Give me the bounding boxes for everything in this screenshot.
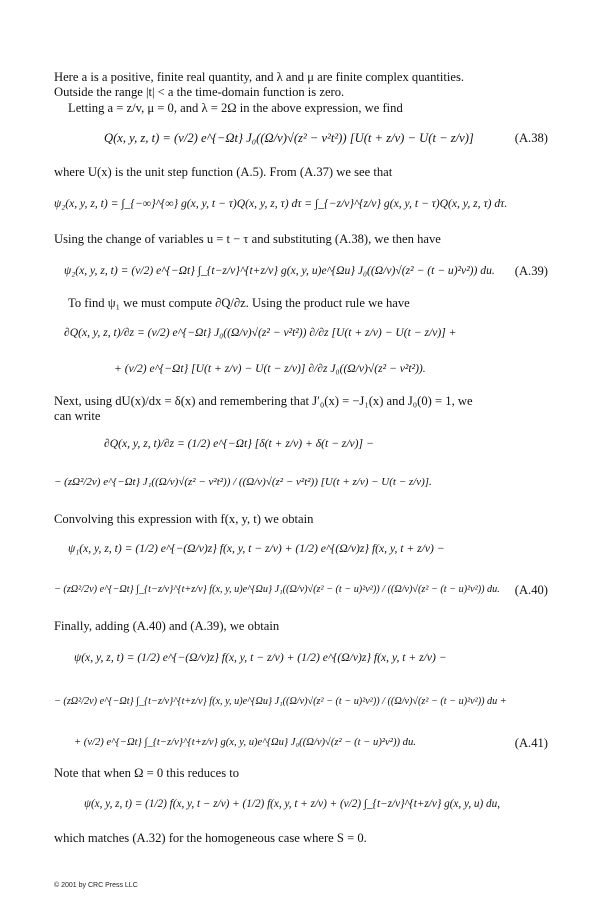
equation-a41-line-3: + (v/2) e^{−Ωt} ∫_{t−z/v}^{t+z/v} g(x, y, u)e^{Ωu} J₀((Ω/v)√(z² − (t − u)²v²)) du. xyxy=(74,737,416,748)
paragraph-bessel-identity-2: can write xyxy=(54,409,101,423)
paragraph-range-note-2: Outside the range |t| < a the time-domain function is zero. xyxy=(54,85,345,99)
paragraph-product-rule: To find ψ₁ we must compute ∂Q/∂z. Using the product rule we have xyxy=(68,296,410,310)
equation-tag-a41: (A.41) xyxy=(514,736,548,750)
paragraph-unit-step: where U(x) is the unit step function (A.5). From (A.37) we see that xyxy=(54,165,393,179)
equation-tag-a39: (A.39) xyxy=(514,264,548,278)
equation-a41-line-2: − (zΩ²/2v) e^{−Ωt} ∫_{t−z/v}^{t+z/v} f(x, y, u)e^{Ωu} J₁((Ω/v)√(z² − (t − u)²v²)) / ((Ω/v)√(z² − (t − u)²v²)) du + xyxy=(54,696,507,707)
paragraph-adding: Finally, adding (A.40) and (A.39), we obtain xyxy=(54,619,280,633)
paragraph-range-note-1: Here a is a positive, finite real quantity, and λ and μ are finite complex quantities. xyxy=(54,70,465,84)
paragraph-omega-zero: Note that when Ω = 0 this reduces to xyxy=(54,766,240,780)
paragraph-convolving: Convolving this expression with f(x, y, t) we obtain xyxy=(54,512,314,526)
paragraph-change-of-variables: Using the change of variables u = t − τ and substituting (A.38), we then have xyxy=(54,232,441,246)
paragraph-substitution: Letting a = z/v, μ = 0, and λ = 2Ω in the above expression, we find xyxy=(68,101,403,115)
equation-a40-line-2: − (zΩ²/2v) e^{−Ωt} ∫_{t−z/v}^{t+z/v} f(x, y, u)e^{Ωu} J₁((Ω/v)√(z² − (t − u)²v²)) / ((Ω/v)√(z² − (t − u)²v²)) du. xyxy=(54,584,500,595)
paragraph-matches-a32: which matches (A.32) for the homogeneous case where S = 0. xyxy=(54,831,367,845)
equation-a41-line-1: ψ(x, y, z, t) = (1/2) e^{−(Ω/v)z} f(x, y, t − z/v) + (1/2) e^{(Ω/v)z} f(x, y, t + z/v) − xyxy=(74,651,447,664)
equation-dqdz-delta-1: ∂Q(x, y, z, t)/∂z = (1/2) e^{−Ωt} [δ(t + z/v) + δ(t − z/v)] − xyxy=(104,437,374,450)
equation-psi2-definition: ψ₂(x, y, z, t) = ∫_{−∞}^{∞} g(x, y, t − τ)Q(x, y, z, τ) dτ = ∫_{−z/v}^{z/v} g(x, y, t − τ)Q(x, y, z, τ) dτ. xyxy=(54,197,508,210)
copyright-footer: © 2001 by CRC Press LLC xyxy=(54,882,138,889)
equation-a40-line-1: ψ₁(x, y, z, t) = (1/2) e^{−(Ω/v)z} f(x, y, t − z/v) + (1/2) e^{(Ω/v)z} f(x, y, t + z/v) − xyxy=(68,542,445,555)
equation-a38: Q(x, y, z, t) = (v/2) e^{−Ωt} J₀((Ω/v)√(z² − v²t²)) [U(t + z/v) − U(t − z/v)] xyxy=(104,131,474,145)
equation-dqdz-product-1: ∂Q(x, y, z, t)/∂z = (v/2) e^{−Ωt} J₀((Ω/v)√(z² − v²t²)) ∂/∂z [U(t + z/v) − U(t − z/v)] + xyxy=(64,326,457,339)
equation-dqdz-product-2: + (v/2) e^{−Ωt} [U(t + z/v) − U(t − z/v)] ∂/∂z J₀((Ω/v)√(z² − v²t²)). xyxy=(114,362,426,375)
equation-tag-a38: (A.38) xyxy=(514,131,548,145)
equation-omega-zero: ψ(x, y, z, t) = (1/2) f(x, y, t − z/v) + (1/2) f(x, y, t + z/v) + (v/2) ∫_{t−z/v}^{t+z/v} g(x, y, u) du, xyxy=(84,798,501,810)
equation-dqdz-delta-2: − (zΩ²/2v) e^{−Ωt} J₁((Ω/v)√(z² − v²t²)) / ((Ω/v)√(z² − v²t²)) [U(t + z/v) − U(t − z/v)]. xyxy=(54,476,432,488)
equation-a39: ψ₂(x, y, z, t) = (v/2) e^{−Ωt} ∫_{t−z/v}^{t+z/v} g(x, y, u)e^{Ωu} J₀((Ω/v)√(z² − (t − u)²v²)) du. xyxy=(64,264,495,277)
equation-tag-a40: (A.40) xyxy=(514,583,548,597)
paragraph-bessel-identity-1: Next, using dU(x)/dx = δ(x) and remembering that J′₀(x) = −J₁(x) and J₀(0) = 1, we xyxy=(54,394,473,408)
